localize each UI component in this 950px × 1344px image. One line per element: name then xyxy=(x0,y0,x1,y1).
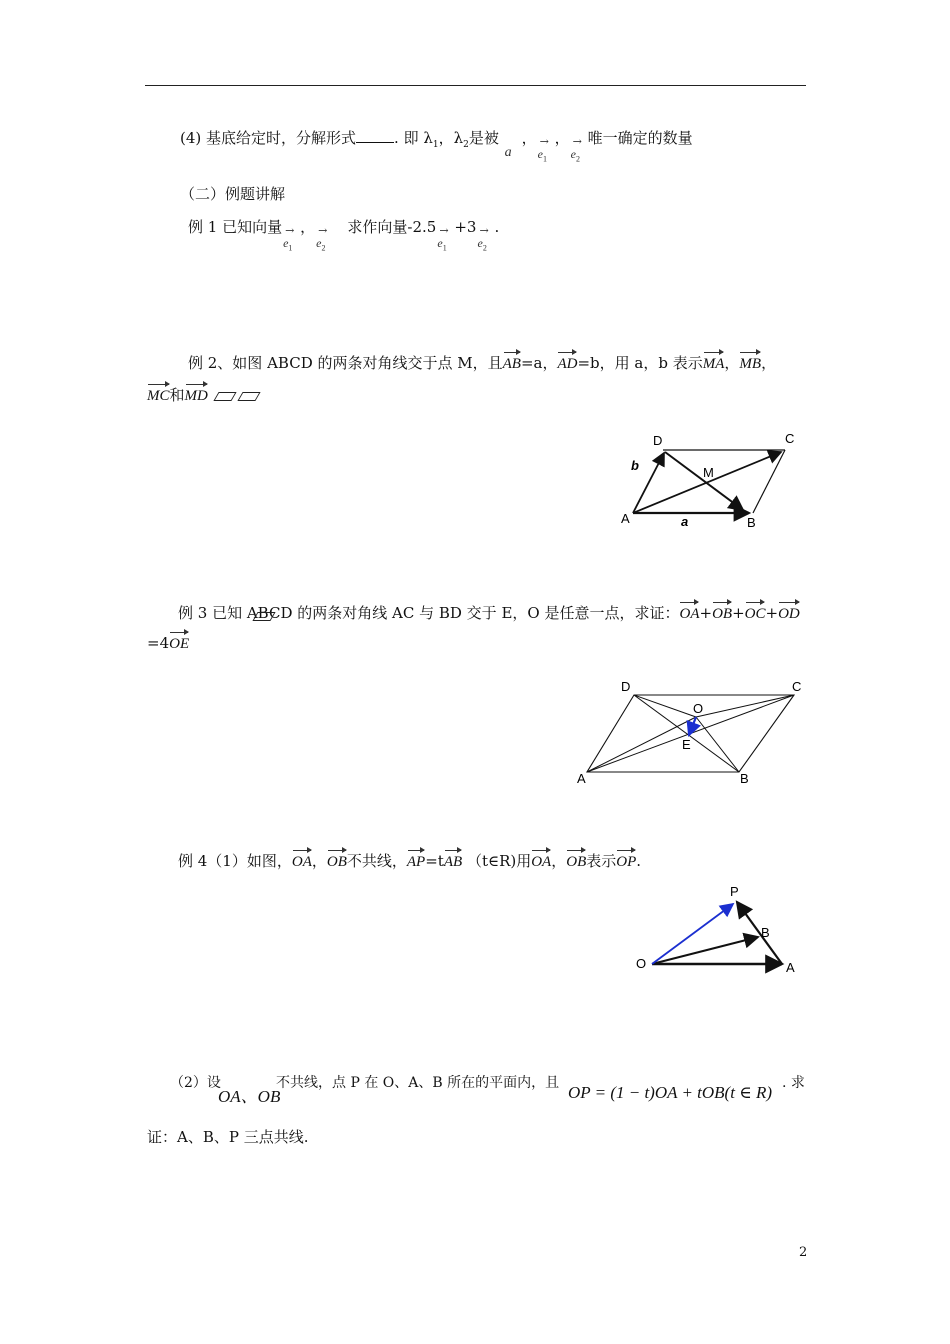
vector-ma: MA xyxy=(703,350,725,372)
example-4b-line-1: （2）设 xyxy=(170,1075,221,1091)
vector-oa: OA xyxy=(531,848,551,870)
vector-oa: OA xyxy=(292,848,312,870)
label-A: A xyxy=(577,771,586,786)
label-A: A xyxy=(786,960,795,975)
vector-oa: OA xyxy=(679,600,699,622)
vector-op: OP xyxy=(616,848,636,870)
vector-od: OD xyxy=(778,600,800,622)
example-4a-line: 例 4（1）如图，OA，OB不共线，AP=tAB （t∈R)用OA，OB表示OP. xyxy=(178,848,641,871)
vector-e2-symbol: → $e_2$ xyxy=(316,224,328,253)
label-B: B xyxy=(747,515,756,530)
parallelogram-symbol xyxy=(237,392,260,401)
label-B: B xyxy=(761,925,770,940)
page-number: 2 xyxy=(799,1245,808,1260)
example-3-line-2: =4OE xyxy=(147,630,189,653)
label-A: A xyxy=(621,511,630,526)
label-O: O xyxy=(693,701,704,716)
vector-e1-symbol: → $e_1$ xyxy=(283,224,295,253)
example-3-line-1: 例 3 已知 ABCD 的两条对角线 AC 与 BD 交于 E，O 是任意一点，求证：OA+OB+OC+OD xyxy=(178,600,800,623)
vector-ob: OB xyxy=(327,848,347,870)
diagonal-bd xyxy=(634,695,739,772)
vector-mc: MC xyxy=(147,382,170,404)
example-1-line: 例 1 已知向量 → $e_1$ ， → $e_2$ 求作向量-2.5 → $e_1$ +3 → $e_2$ . xyxy=(188,218,500,253)
vector-a-symbol: a xyxy=(504,145,512,160)
vector-ob-arrow xyxy=(652,937,758,964)
vector-oe: OE xyxy=(169,630,189,652)
example-4b-formula: OP = (1 − t)OA + tOB(t ∈ R) xyxy=(568,1083,773,1102)
example-4b-condition: 不共线，点 P 在 O、A、B 所在的平面内，且 xyxy=(276,1075,560,1091)
segment-ob xyxy=(696,717,739,772)
vector-mb: MB xyxy=(739,350,761,372)
label-D: D xyxy=(621,679,631,694)
label-E: E xyxy=(682,737,691,752)
example-4b-line-2: 证：A、B、P 三点共线. xyxy=(147,1128,309,1146)
vector-e2-symbol: → $e_2$ xyxy=(570,135,582,164)
vector-ob: OB xyxy=(566,848,586,870)
label-C: C xyxy=(792,679,802,694)
label-a: a xyxy=(681,514,689,529)
label-B: B xyxy=(740,771,749,786)
label-O: O xyxy=(636,956,647,971)
figure-3-parallelogram xyxy=(572,675,812,790)
parallelogram-symbol xyxy=(213,392,236,401)
example-4b-vectors: OA、OB xyxy=(218,1087,281,1106)
vector-ap-arrow xyxy=(737,902,782,964)
example-2-line-1: 例 2、如图 ABCD 的两条对角线交于点 M，且AB=a，AD=b，用 a，b 表示MA，MB， xyxy=(188,350,776,373)
diagonal-db-arrow xyxy=(665,452,743,510)
section-title: （二）例题讲解 xyxy=(180,185,286,203)
label-D: D xyxy=(653,433,663,448)
vector-e1-symbol: → $e_1$ xyxy=(537,135,549,164)
figure-4-vectors xyxy=(630,880,810,980)
vector-e1-symbol: → $e_1$ xyxy=(437,224,449,253)
vector-ap: AP xyxy=(407,848,425,870)
vector-op-arrow xyxy=(652,904,733,964)
segment-od xyxy=(634,695,696,717)
example-4b-end: . 求 xyxy=(782,1075,805,1091)
side-bc xyxy=(753,450,785,513)
vector-ad: AD xyxy=(557,350,577,372)
figure-2-parallelogram xyxy=(615,425,815,535)
vector-ob: OB xyxy=(712,600,732,622)
vector-e2-symbol: → $e_2$ xyxy=(477,224,489,253)
label-C: C xyxy=(785,431,795,446)
label-M: M xyxy=(703,465,714,480)
vector-oc: OC xyxy=(745,600,766,622)
item-4-line: (4) 基底给定时，分解形式 . 即 $\lambda_1$，$\lambda_2$是被 a ， → $e_1$ ， → $e_2$ 唯一确定的数量 xyxy=(180,129,693,164)
vector-ab: AB xyxy=(503,350,521,372)
vector-ab: AB xyxy=(444,848,462,870)
label-b: b xyxy=(631,458,639,473)
vector-md: MD xyxy=(185,382,208,404)
label-P: P xyxy=(730,884,739,899)
header-rule xyxy=(145,85,806,86)
example-2-line-2: MC和MD xyxy=(147,382,261,405)
answer-blank xyxy=(356,128,394,143)
